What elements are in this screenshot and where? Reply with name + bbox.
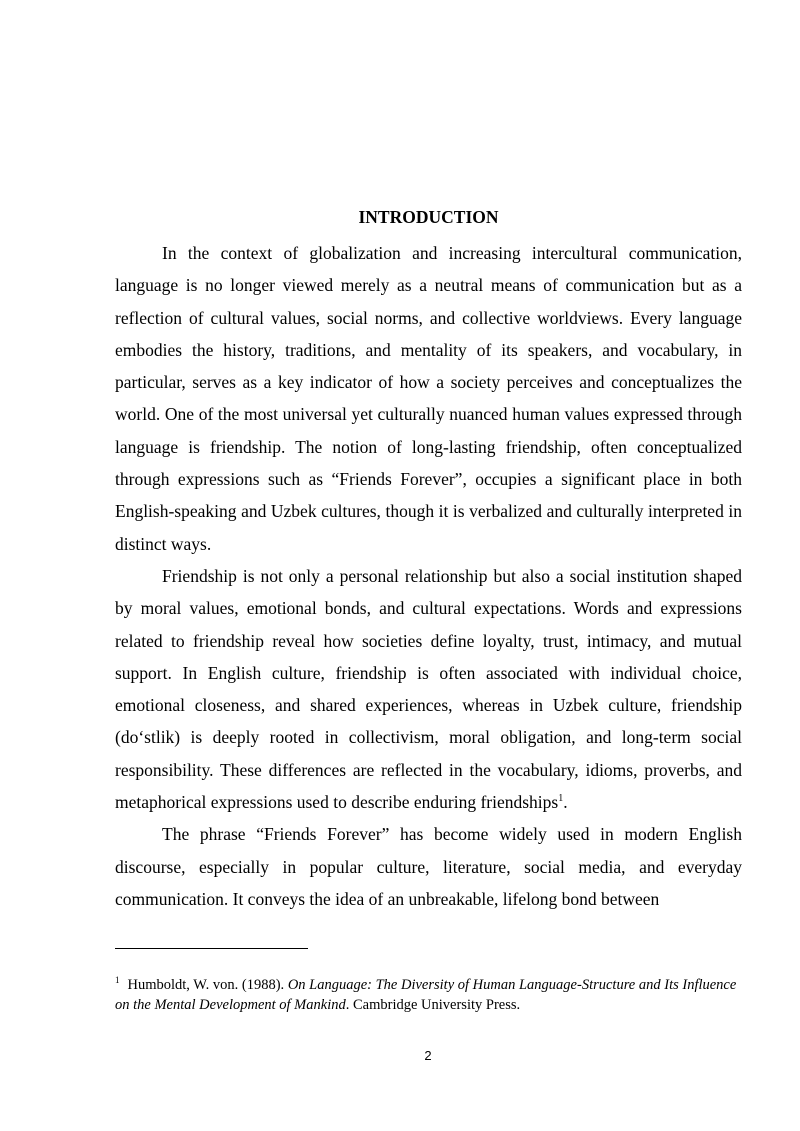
- footnote-title: On Language: The Diversity of Human Language-Structure and Its Influence on the Mental Development of Mankind: [115, 977, 737, 1013]
- footnote: [115, 975, 742, 1015]
- paragraph-2: [115, 560, 742, 818]
- document-body: [115, 205, 742, 915]
- footnote-separator: [115, 948, 308, 949]
- paragraph-3: The phrase “Friends Forever” has become widely used in modern English discourse, especially in popular culture, literature, social media, and everyday communication. It conveys the idea of an unbreakable, lifelong bond between: [115, 824, 742, 909]
- section-heading: INTRODUCTION: [358, 207, 499, 227]
- paragraph-2-text: Friendship is not only a personal relationship but also a social institution shaped by moral values, emotional bonds, and cultural expectations. Words and expressions related to friendship reveal how societies define loyalty, trust, intimacy, and mutual support. In English culture, friendship is often associated with individual choice, emotional closeness, and shared experiences, whereas in Uzbek culture, friendship (do‘stlik) is deeply rooted in collectivism, moral obligation, and long-term social responsibility. These differences are reflected in the vocabulary, idioms, proverbs, and metaphorical expressions used to describe enduring friendships: [115, 565, 742, 813]
- footnote-number: 1: [115, 975, 120, 986]
- paragraph-2-end: .: [563, 792, 568, 813]
- page-number: 2: [424, 1048, 432, 1063]
- footnote-author: Humboldt, W. von. (1988).: [127, 977, 288, 993]
- paragraph-1: In the context of globalization and increasing intercultural communication, language is no longer viewed merely as a neutral means of communication but as a reflection of cultural values, social norms, and collective worldviews. Every language embodies the history, traditions, and mentality of its speakers, and vocabulary, in particular, serves as a key indicator of how a society perceives and conceptualizes the world. One of the most universal yet culturally nuanced human values expressed through language is friendship. The notion of long-lasting friendship, often conceptualized through expressions such as “Friends Forever”, occupies a significant place in both English-speaking and Uzbek cultures, though it is verbalized and culturally interpreted in distinct ways.: [115, 243, 742, 554]
- footnote-reference[interactable]: 1: [558, 793, 564, 805]
- footnote-publisher: . Cambridge University Press.: [345, 997, 521, 1013]
